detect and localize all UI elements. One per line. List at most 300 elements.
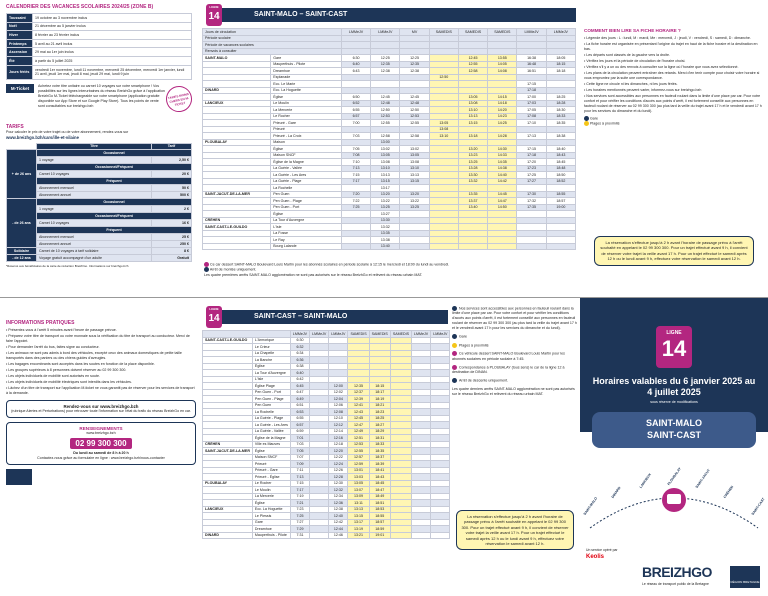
departure-time: 16:48 [517,61,546,68]
header-days: LMMeJV [412,331,431,338]
departure-time: 12:55 [400,120,429,127]
legend-item [452,351,578,361]
diagram-stop-label: SAINT-JACUT [694,468,711,490]
stop-name: Le Rocher [252,480,290,487]
line-badge-top: LIGNE 14 [206,4,222,26]
departure-time: 12:55 [348,448,369,455]
departure-time: 13:21 [348,532,369,539]
departure-time: 13:32 [371,224,400,231]
commune-name: SAINT-MALO [203,55,271,62]
header-days: LMMeJV [290,331,309,338]
timetable-bottom-column [200,298,450,596]
departure-time: 12:14 [329,428,348,435]
commune-name: SAINT-JACUT-DE-LA-MER [203,191,271,198]
departure-time: 18:57 [546,198,575,205]
departure-time: 18:55 [546,191,575,198]
departure-time: 12:50 [371,107,400,114]
departure-time: 14:15 [488,94,517,101]
departure-time: 12:32 [329,487,348,494]
calendar-row [7,31,192,40]
stop-name: Dreamhoe [271,68,342,75]
departure-time: 17:30 [517,191,546,198]
guide-item: • Les plans de la circulation peuvent entraîner des retards. Merci d'en tenir compte pour choisir votre horaire si vous empruntez par la suite une correspondance. [584,71,760,80]
departure-time: 7:17 [290,487,309,494]
departure-time: 12:38 [400,68,429,75]
departure-time: 6:50 [341,94,370,101]
departure-time: 17:27 [517,178,546,185]
departure-time: 13:55 [488,55,517,62]
departure-time: 12:38 [371,68,400,75]
tarif-name: Abonnement annuel [37,192,152,199]
departure-time: 14:35 [488,159,517,166]
departure-time: 14:40 [488,172,517,179]
departure-time: 12:02 [329,389,348,396]
departure-time: 13:13 [348,506,369,513]
tarif-group: - de 12 ans [7,255,37,262]
legend-icon [452,334,457,339]
legend-item [452,334,578,339]
departure-time: 6:34 [290,350,309,357]
reservation-callout-bottom: La réservation s'effectue jusqu'à 2 h avant l'horaire de passage prévu à l'arrêt souhaité en appelant le 02 99 300 300. Pour un trajet effectué avant 9 h, il convient de réserver votre trajet la veille avant 17 h. Pour un trajet effectué le samedi après 12 h ou le lundi avant 9 h, effectuez votre réservation le samedi avant 12 h. [456,510,574,550]
departure-time: 12:45 [458,55,487,62]
tarif-subheader: Occasionnel [37,199,192,206]
departure-time: 7:01 [290,435,309,442]
departure-time: 18:15 [546,61,575,68]
departure-time: 7:23 [290,506,309,513]
departure-time: 7:29 [290,526,309,533]
departure-time: 13:08 [458,100,487,107]
contact-site[interactable]: www.breizhgo.bzh [86,431,116,435]
calendar-dates: vendredi 1er novembre, lundi 11 novembre, mercredi 25 décembre, mercredi 1er janvier, lundi 21 avril, jeudi 1er mai, jeudi 8 mai, jeudi 29 mai, lundi 9 juin [33,65,192,79]
departure-time: 13:00 [371,139,400,146]
departure-time: 6:51 [290,402,309,409]
departure-time: 12:38 [329,506,348,513]
departure-time: 13:03 [348,474,369,481]
departure-time: 7:25 [341,204,370,211]
departure-time: 19:01 [369,532,390,539]
calendar-period: Été [7,56,33,65]
departure-time: 13:10 [371,165,400,172]
departure-time: 7:22 [341,198,370,205]
departure-time [310,532,329,539]
departure-time: 12:25 [371,55,400,62]
tarif-price: 8 € [152,248,192,255]
departure-time: 13:19 [348,526,369,533]
legend-text: Plages à proximité [459,343,489,348]
stop-name: La Fosse [271,230,342,237]
departure-time: 12:25 [400,55,429,62]
stop-name: Église [271,146,342,153]
departure-time: 13:27 [371,211,400,218]
departure-time: 7:03 [341,133,370,140]
departure-time: 12:44 [329,526,348,533]
tarif-price: 16 € [152,220,192,227]
departure-time: 12:40 [329,513,348,520]
legend-icon [452,306,457,311]
departure-time: 13:01 [348,467,369,474]
contact-phone[interactable]: 02 99 300 300 [70,438,131,449]
stop-name: Le Plessis [252,513,290,520]
departure-time: 14:47 [488,198,517,205]
departure-time: 7:11 [290,467,309,474]
departure-time: 13:28 [458,165,487,172]
departure-time: 12:45 [348,415,369,422]
header-days: SAMEDIS [429,29,458,36]
departure-time: 12:36 [329,500,348,507]
timetable-top [202,28,576,250]
departure-time: 12:16 [329,435,348,442]
guide-item: • Vérifiez les jours et la période de circulation de l'horaire choisi. [584,59,686,63]
departure-time: 12:58 [371,133,400,140]
departure-time: 6:38 [290,363,309,370]
stop-name: Pen Guen - Port [252,389,290,396]
calendar-row [7,22,192,31]
region-logo [6,469,32,485]
header-label: Jours de circulation [203,29,342,36]
legend-text: Correspondance à PLOUBALAY (tous sens) le car de la ligne 12 à destination de DINAN. [452,365,565,375]
departure-time: 6:36 [290,357,309,364]
reservation-callout-top: La réservation s'effectue jusqu'à 2 h avant l'horaire de passage prévu à l'arrêt souhaité en appelant le 02 99 300 300. Pour un trajet effectué avant 9 h, il convient de réserver votre trajet la veille avant 17 h. Pour un trajet effectué le samedi après 12 h ou le lundi avant 9 h, effectuez votre réservation le samedi avant 12 h. [594,236,754,266]
departure-time: 13:37 [458,198,487,205]
header-days: LMMeJV [546,29,575,36]
departure-time: 18:41 [369,467,390,474]
departure-time: 14:50 [488,204,517,211]
legend-item [452,365,578,375]
departure-time: 18:19 [369,396,390,403]
departure-time: 7:17 [341,178,370,185]
departure-time [412,532,431,539]
departure-time: 13:10 [429,133,458,140]
departure-time: 13:40 [458,204,487,211]
info-item: • Les animaux ne sont pas admis à bord des véhicules, excepté ceux des animaux domestiques de petite taille transportés dans des paniers ou des chiens guides d'aveugles. [6,351,182,360]
tarif-name: Abonnement mensuel [37,234,152,241]
timetable-row [203,532,450,539]
calendar-period: Printemps [7,39,33,48]
region-logo-cover: RÉGION BRETAGNE [730,566,760,588]
legend-item [452,306,578,331]
departure-time: 12:35 [371,61,400,68]
departure-time: 6:40 [290,370,309,377]
departure-time: 17:13 [517,133,546,140]
departure-time: 6:40 [341,61,370,68]
departure-time: 7:19 [290,493,309,500]
calendar-row [7,56,192,65]
departure-time [429,243,458,250]
cover-route-box: SAINT-MALO SAINT-CAST [592,412,756,448]
tarifs-title: TARIFS [6,123,24,130]
tarif-name: 1 voyage [37,206,152,213]
departure-time: 6:53 [290,409,309,416]
stop-name: Pen Guen - Port [271,204,342,211]
tarifs-link[interactable]: www.breizhgo.bzh/cars/ille-et-vilaine [6,134,79,140]
info-item: • Les objets individuels de mobilité électriques sont interdits dans les véhicules. [6,380,132,384]
departure-time: 13:05 [458,94,487,101]
departure-time: 12:48 [400,100,429,107]
stop-name: La Guérie - Les Ares [252,422,290,429]
calendar-table [6,13,192,80]
departure-time: 13:15 [458,120,487,127]
header-days: LMMeJV [431,331,450,338]
guide-plages: Plages à proximité [584,121,764,126]
departure-time: 7:03 [290,441,309,448]
calendar-dates: 8 février au 23 février inclus [33,31,192,40]
departure-time: 13:20 [400,191,429,198]
header-days: LMMeJV [517,29,546,36]
tarif-group: - de 26 ans [7,199,37,248]
departure-time: 16:38 [517,55,546,62]
tarifs-intro: Pour calculer le prix de votre trajet ou de votre abonnement, rendez-vous sur [6,129,129,134]
departure-time: 12:39 [348,396,369,403]
stop-name: La Tour d'Auvergne [271,217,342,224]
tarif-group: + de 26 ans [7,150,37,199]
departure-time: 18:52 [546,178,575,185]
departure-time: 12:50 [429,74,458,81]
departure-time: 12:53 [371,113,400,120]
departure-time: 13:30 [458,172,487,179]
diagram-stop-label: PLOUBALAY [666,466,682,486]
guide-gare: Gare [584,116,764,121]
departure-time: 12:26 [329,467,348,474]
info-list [6,328,196,396]
departure-time: 14:18 [488,100,517,107]
departure-time: 6:42 [290,376,309,383]
departure-time: 18:49 [369,493,390,500]
stop-name: La Guérie - Plage [271,178,342,185]
stop-name: Ville es Mauves [252,441,290,448]
departure-time: 14:25 [488,120,517,127]
departure-time: 12:35 [348,383,369,390]
guide-column [584,28,764,326]
legend-bottom [452,306,578,596]
departure-time: 7:05 [341,146,370,153]
departure-time: 12:58 [400,133,429,140]
tarif-name: 1 voyage [37,157,152,164]
departure-time: 13:09 [348,493,369,500]
departure-time: 7:25 [290,513,309,520]
departure-time: 12:04 [329,396,348,403]
stop-name: Le Moulin [252,487,290,494]
stop-name: Le Crieur [252,344,290,351]
departure-time: 13:13 [371,172,400,179]
departure-time: 18:23 [369,409,390,416]
departure-time: 12:58 [458,68,487,75]
departure-time: 18:31 [369,435,390,442]
departure-time: 18:38 [546,133,575,140]
guide-item: • Les départs sont classés de la gauche vers la droite. [584,53,670,57]
departure-time: 14:45 [488,191,517,198]
commune-name: CRÉHEN [203,441,253,448]
commune-name: LANCIEUX [203,506,253,513]
departure-time: 13:15 [371,178,400,185]
tarif-row [7,199,192,206]
commune-name: LANCIEUX [203,100,271,107]
stop-name: Le Ray [271,237,342,244]
stop-name: Église Plage [252,383,290,390]
departure-time: 7:13 [290,474,309,481]
departure-time: 6:55 [290,415,309,422]
departure-time: 13:15 [400,178,429,185]
commune-name: PLOUBALAY [203,139,271,146]
tarifs-table [6,143,192,263]
departure-time: 13:20 [371,191,400,198]
departure-time: 7:27 [290,519,309,526]
departure-time: 12:49 [348,428,369,435]
departure-time: 13:40 [371,243,400,250]
departure-time: 14:42 [488,178,517,185]
departure-time: 6:52 [341,100,370,107]
departure-time: 14:30 [488,146,517,153]
departure-time: 17:15 [517,81,546,88]
departure-time: 12:45 [400,94,429,101]
departure-time: 18:17 [369,389,390,396]
info-item: • Préparez votre titre de transport ou votre monnaie sous la vérification du titre de transport au conducteur. Merci de faire l'appoint. [6,334,190,343]
header-days: SAMEDIS [348,331,369,338]
departure-time: 18:43 [546,152,575,159]
subheader-label: Période scolaire [203,35,342,42]
departure-time: 13:02 [400,146,429,153]
departure-time: 13:08 [371,159,400,166]
stop-name: Esplanade [271,74,342,81]
departure-time: 12:10 [329,415,348,422]
departure-time: 17:08 [517,113,546,120]
departure-time: 17:23 [517,165,546,172]
tarif-name: Carnet de 10 voyages à tarif solidaire [37,248,152,255]
tarif-name: Abonnement annuel [37,241,152,248]
departure-time: 6:49 [290,396,309,403]
tarif-group: Solidaire [7,248,37,255]
departure-time: 18:53 [369,506,390,513]
calendar-row [7,48,192,57]
stop-name: Pen Guen - Plage [271,198,342,205]
departure-time: 12:55 [371,120,400,127]
departure-time: 12:47 [348,422,369,429]
header-days: LMMeJV [371,29,400,36]
departure-time: 13:30 [371,217,400,224]
departure-time: 17:25 [517,172,546,179]
departure-time: 6:32 [290,344,309,351]
header-days: SAMEDIS [488,29,517,36]
legend-item [452,378,578,383]
departure-time: 12:41 [348,402,369,409]
stop-name: Prieuré - Église [252,474,290,481]
info-item: • Les objets individuels de mobilité sont autorisés en soute. [6,374,100,378]
departure-time: 17:00 [517,94,546,101]
stop-name: La Guérie - Les Ares [271,172,342,179]
departure-time: 17:15 [517,146,546,153]
timetable-bottom [202,330,450,539]
departure-time: 7:09 [290,461,309,468]
calendar-row [7,14,192,23]
stop-name: La Mercerie [252,493,290,500]
tarif-price: 25 € [152,234,192,241]
stop-name: La Chapelle [252,350,290,357]
header-days: MV [400,29,429,36]
line-badge-bottom: LIGNE 14 [206,306,222,328]
breizhgo-sub: Le réseau de transport public de la Bretagne [642,582,709,586]
departure-time: 12:00 [329,383,348,390]
departure-time: 18:57 [369,519,390,526]
contact-box: RENSEIGNEMENTS www.breizhgo.bzh 02 99 300 300 Du lundi au samedi de 8 h à 20 h Contactez-nous grâce au formulaire en ligne : www.breizhgo.bzh/nous-contacter [6,422,196,465]
legend-text: Les quatre derniers arrêts SAINT-MALO agglomération ne sont pas autorisés sur le réseau BreizhGo et relèvent du réseau urbain MAT. [452,386,575,396]
legend-item [452,387,578,397]
departure-time: 13:15 [348,513,369,520]
tarif-row [7,150,192,157]
departure-time: 12:20 [329,448,348,455]
departure-time: 13:20 [458,146,487,153]
departure-time: 18:21 [369,402,390,409]
departure-time: 7:21 [290,500,309,507]
departure-time: 7:15 [341,172,370,179]
departure-time: 13:02 [371,146,400,153]
departure-time: 12:59 [348,461,369,468]
stop-name: Le Rocher [271,113,342,120]
info-item: • Présentez-vous à l'arrêt 5 minutes avant l'heure de passage prévue. [6,328,117,332]
m-ticket-logo: M-Ticket [6,84,34,93]
departure-time: 6:30 [290,337,309,344]
stop-name: La Guérie - Vallée [271,165,342,172]
cover-line-badge: LIGNE 14 [656,326,692,368]
header-days: LMMeJV [341,29,370,36]
departure-time: 18:47 [369,487,390,494]
stop-name: Pen Guen [271,191,342,198]
departure-time: 18:05 [546,55,575,62]
m-ticket-text: Achetez votre titre unitaire ou carnet 10 voyages sur votre smartphone ! Vos possibilités sur les lignes interurbaines du réseau BreizhGo grâce à l'application BreizhGo M-Ticket téléchargeable sur votre smartphone (application gratuite disponible sur App Store et sur Google Play Store). Tous les points de vente sont consultables sur breizhgo.bzh [38,83,165,108]
tarif-price: 500 € [152,192,192,199]
departure-time: 13:32 [458,178,487,185]
diagram-stop-label: DINARD [610,486,622,500]
legend-text: Arrêt de descente uniquement. [459,378,509,383]
header-days: LMMeJV [310,331,329,338]
guide-item: • Nos services sont accessibles aux personnes en fauteuil roulant dans la limite d'une place par car. Pour votre confort et pour vérifier les conditions d'accès aux points d'arrêt, il est fortement conseillé aux personnes en fauteuil roulant de réserver au 02 99 300 300 (au plus tard la veille du trajet avant 17 h et le vendredi avant 17 h pour les services du dimanche et du lundi). [584,94,762,113]
departure-time: 18:48 [546,165,575,172]
departure-time: 12:12 [329,422,348,429]
departure-time: 6:43 [341,68,370,75]
subheader-label: Renvois à consulter [203,48,342,55]
departure-time: 14:20 [488,107,517,114]
calendar-dates: 29 mai au 1er juin inclus [33,48,192,57]
departure-time: 13:07 [348,487,369,494]
calendar-period: Hiver [7,31,33,40]
tarif-price: Gratuit [152,255,192,262]
guide-list [584,36,764,114]
calendar-dates: 21 décembre au 5 janvier inclus [33,22,192,31]
departure-time: 14:33 [488,152,517,159]
departure-time: 18:25 [546,94,575,101]
departure-time: 16:51 [517,68,546,75]
departure-time: 7:05 [290,448,309,455]
commune-name: DINARD [203,87,271,94]
departure-time: 18:45 [369,480,390,487]
departure-time: 7:20 [341,191,370,198]
legend-icon [452,351,457,356]
departure-time [546,243,575,250]
stop-name: Ecc. La Hoguette [271,87,342,94]
diagram-stop-label: LANCIEUX [638,472,652,490]
header-days: LMMeJV [329,331,348,338]
header-days: SAMEDIS [458,29,487,36]
departure-time: 13:23 [458,152,487,159]
stop-name: Bourg Lalande [271,243,342,250]
departure-time [400,243,429,250]
stop-name: Prieuré - Gare [271,120,342,127]
alerts-box: Rendez-vous sur www.breizhgo.bzh (rubrique Alertes et Perturbations) pour retrouver toute l'information sur l'état du trafic du réseau BreizhGo en car. [6,400,196,418]
stop-name: La Guérie - Plage [252,415,290,422]
commune-name: CRÉHEN [203,217,271,224]
diagram-stop-label: SAINT-MALO [582,496,599,516]
info-item: • Les groupes supérieurs à 8 personnes doivent réserver au 02 99 300 300. [6,368,127,372]
departure-time: 13:25 [458,159,487,166]
stop-name: Ecc. Le Marie [271,81,342,88]
